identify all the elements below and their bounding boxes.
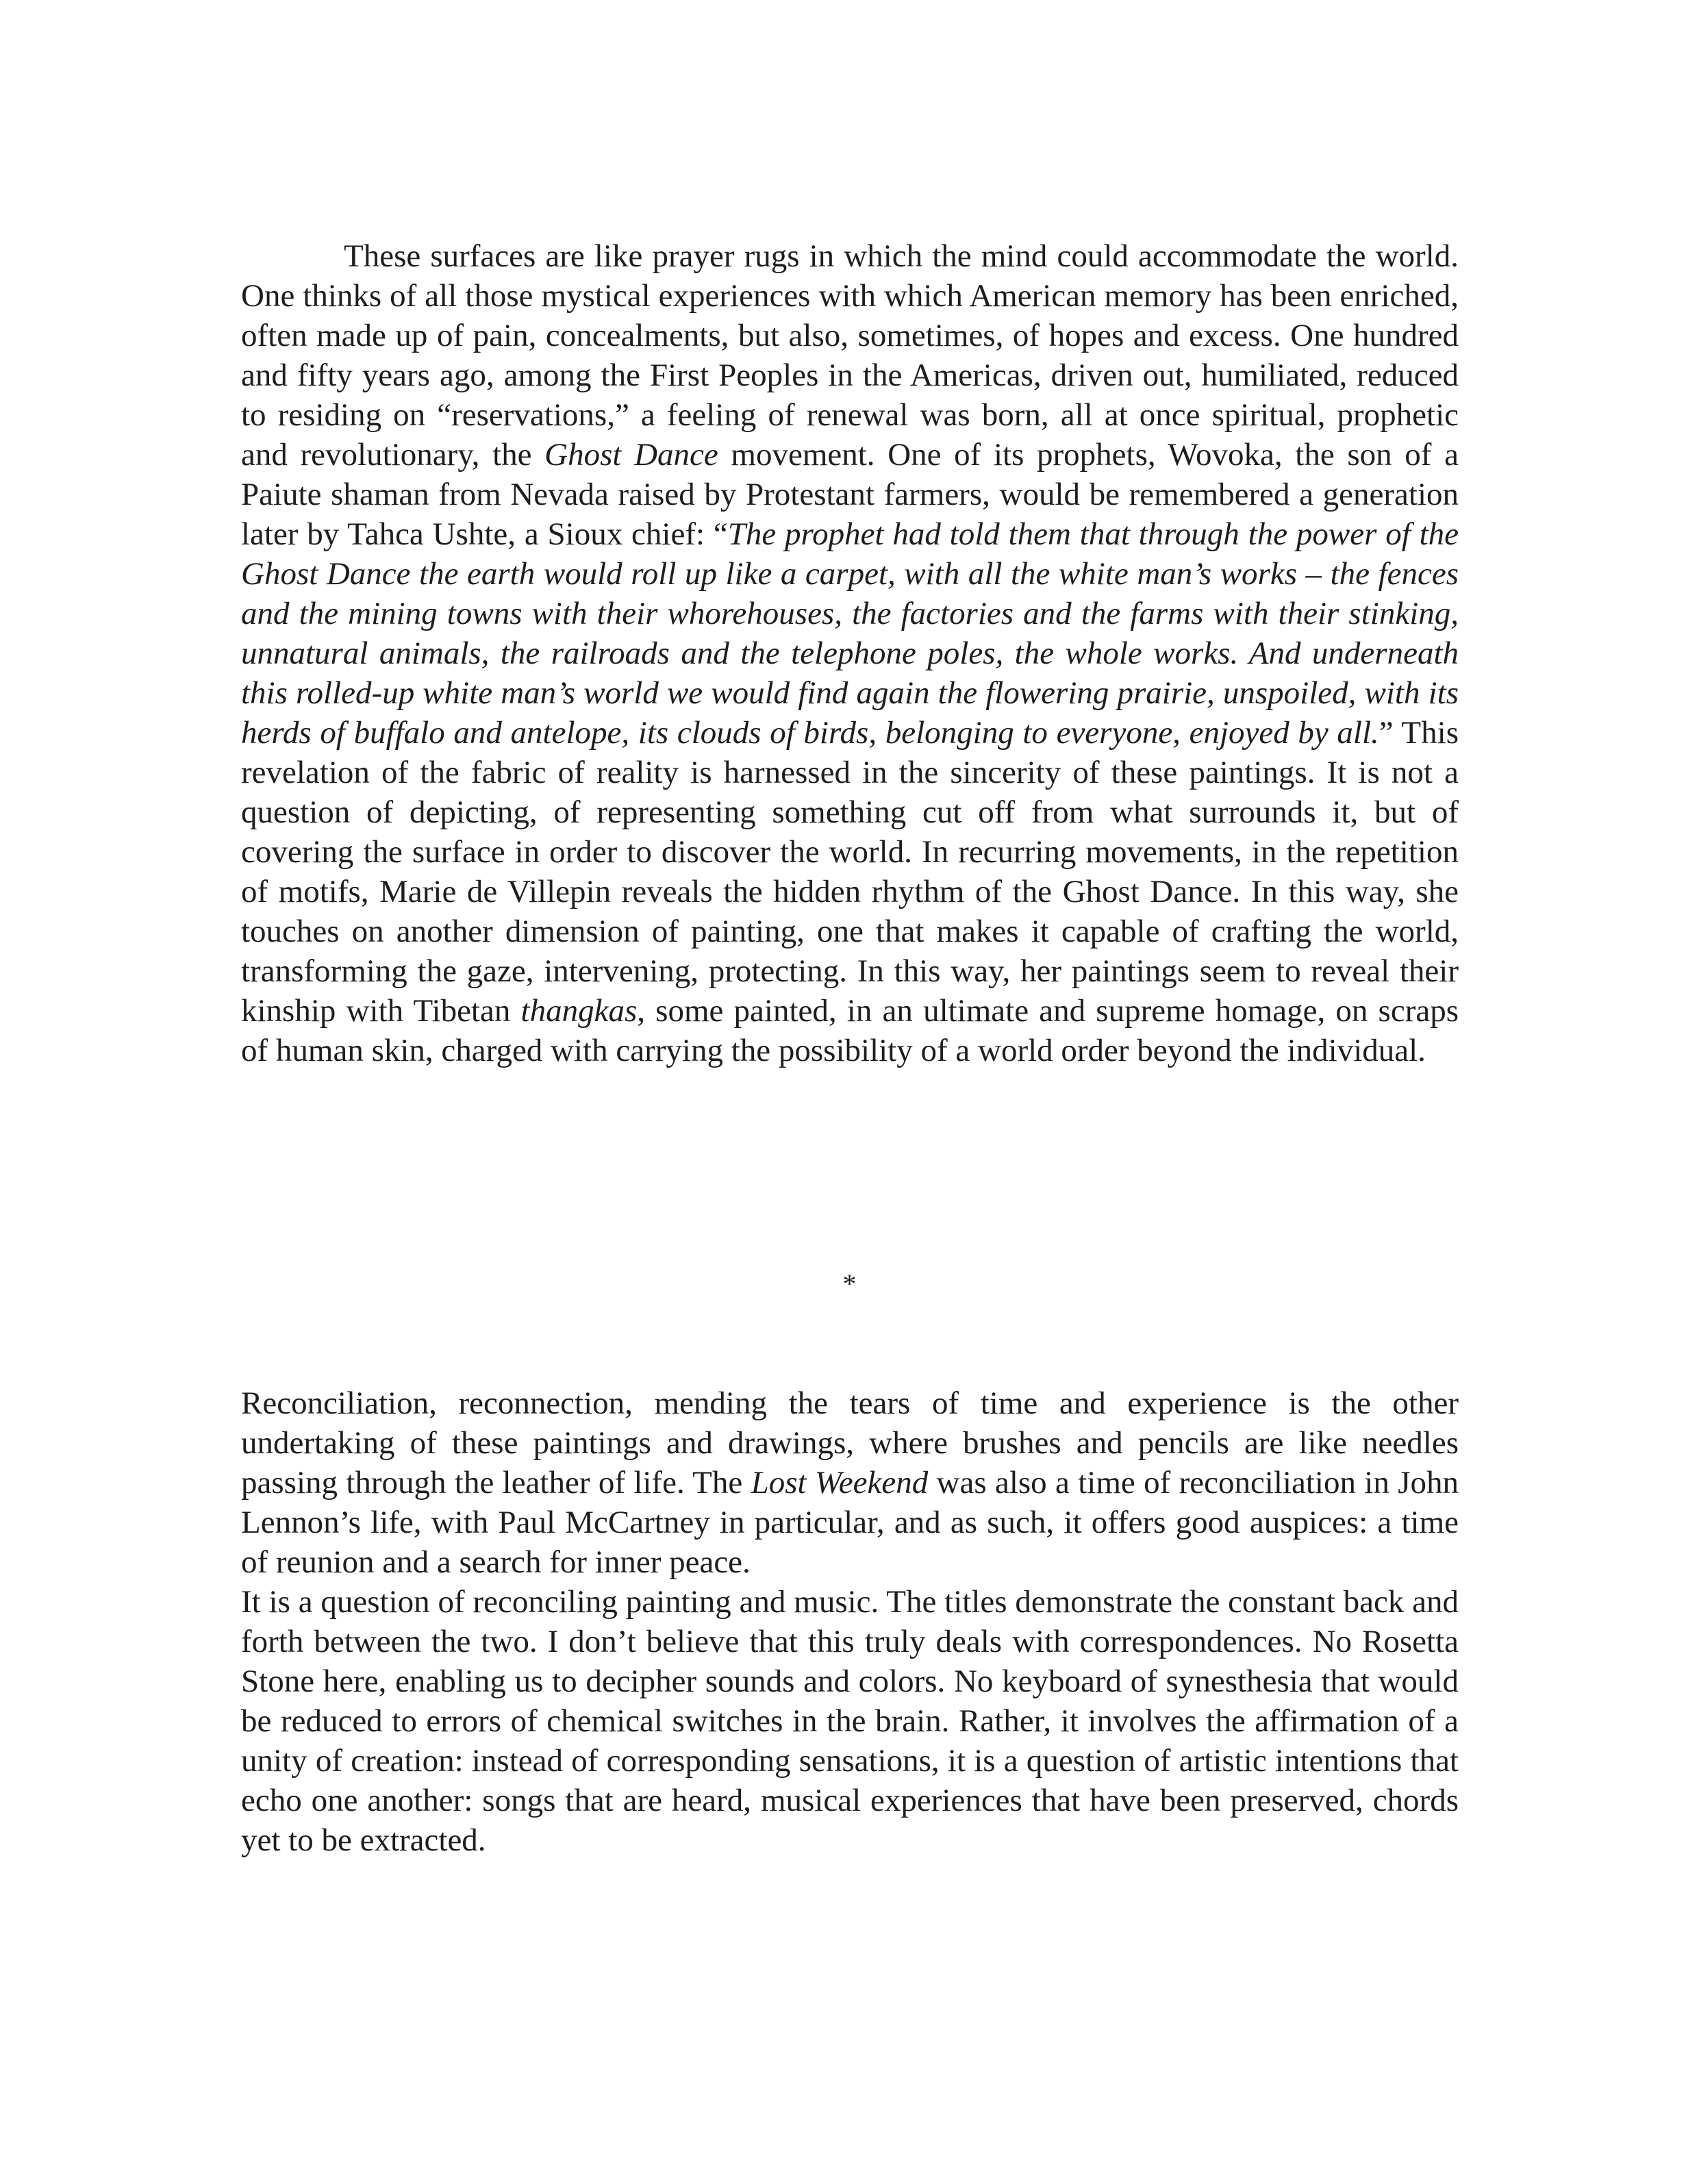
text-run: movement. One of its prophets, Wovoka, the son of a Paiute shaman from Nevada raised by Protestant farmers, would be remembered a generation later by Tahca Ushte, a Sioux chief: “: [241, 437, 1459, 552]
paragraph-prayer-rugs: [241, 236, 1459, 1070]
paragraph-painting-and-music: It is a question of reconciling painting and music. The titles demonstrate the constant back and forth between the two. I don’t believe that this truly deals with correspondences. No Rosetta Stone here, enabling us to decipher sounds and colors. No keyboard of synesthesia that would be reduced to errors of chemical switches in the brain. Rather, it involves the affirmation of a unity of creation: instead of corresponding sensations, it is a question of artistic intentions that echo one another: songs that are heard, musical experiences that have been preserved, chords yet to be extracted.: [241, 1584, 1459, 1858]
section-reconciliation: [241, 1383, 1459, 1860]
italic-thangkas: thangkas: [520, 993, 638, 1029]
italic-quotation: The prophet had told them that through the power of the Ghost Dance the earth would roll up like a carpet, with all the white man’s works – the fences and the mining towns with their whorehouses, the factories and the farms with their stinking, unnatural animals, the railroads and the telephone poles, the whole works. And underneath this rolled-up white man’s world we would find again the flowering prairie, unspoiled, with its herds of buffalo and antelope, its clouds of birds, belonging to everyone, enjoyed by all.: [241, 516, 1459, 751]
italic-ghost-dance: Ghost Dance: [544, 437, 718, 473]
text-run: Reconciliation, reconnection, mending the tears of time and experience is the other undertaking of these paintings and drawings, where brushes and pencils are like needles passing through the leather of life. The: [241, 1385, 1459, 1501]
text-run: ” This revelation of the fabric of reality is harnessed in the sincerity of these paintings. It is not a question of depicting, of representing something cut off from what surrounds it, but of covering the surface in order to discover the world. In recurring movements, in the repetition of motifs, Marie de Villepin reveals the hidden rhythm of the Ghost Dance. In this way, she touches on another dimension of painting, one that makes it capable of crafting the world, transforming the gaze, intervening, protecting. In this way, her paintings seem to reveal their kinship with Tibetan: [241, 715, 1459, 1029]
text-run: These surfaces are like prayer rugs in which the mind could accommodate the world. One thinks of all those mystical experiences with which American memory has been enriched, often made up of pain, concealments, but also, sometimes, of hopes and excess. One hundred and fifty years ago, among the First Peoples in the Americas, driven out, humiliated, reduced to residing on “reservations,” a feeling of renewal was born, all at once spiritual, prophetic and revolutionary, the: [241, 238, 1459, 473]
section-ghost-dance: [241, 236, 1459, 1070]
text-run: , some painted, in an ultimate and supreme homage, on scraps of human skin, charged with carrying the possibility of a world order beyond the individual.: [241, 993, 1459, 1068]
section-separator: *: [842, 1268, 857, 1299]
text-run: was also a time of reconciliation in John Lennon’s life, with Paul McCartney in particular, and as such, it offers good auspices: a time of reunion and a search for inner peace.: [241, 1465, 1459, 1580]
italic-lost-weekend: Lost Weekend: [751, 1465, 929, 1501]
paragraph-reconciliation: [241, 1383, 1459, 1582]
